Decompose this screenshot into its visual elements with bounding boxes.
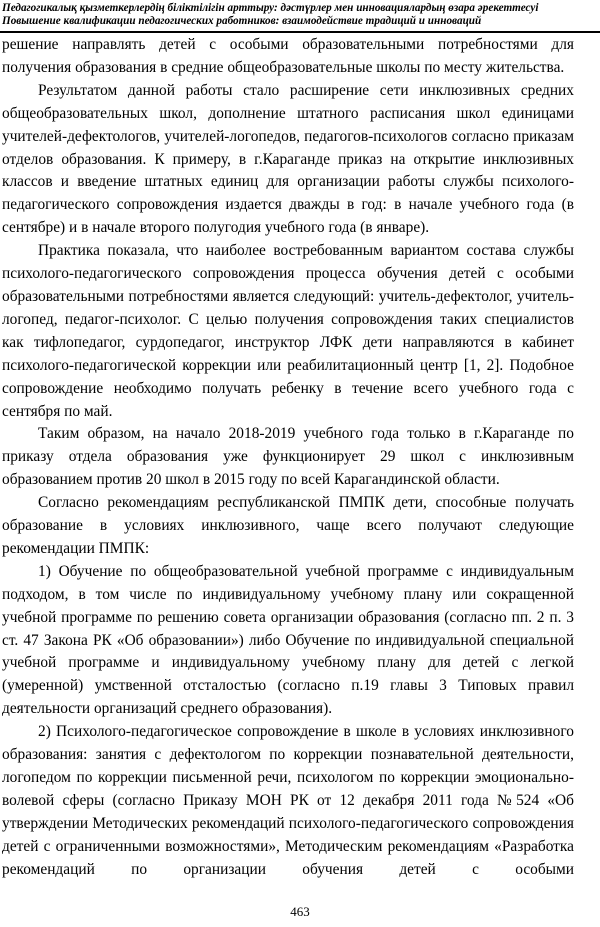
header-divider xyxy=(0,31,600,33)
paragraph-statistics: Таким образом, на начало 2018-2019 учебного года только в г.Караганде по приказу отдела образования уже функционирует 29 школ с инклюзивным образованием против 20 школ в 2015 году по всей Карагандинской области. xyxy=(2,425,574,489)
running-header xyxy=(0,2,600,28)
paragraph-recommendation-2: 2) Психолого-педагогическое сопровождение в школе в условиях инклюзивного образования: занятия с дефектологом по коррекции познавательной деятельности, логопедом по коррекции письменной речи, психологом по коррекции эмоционально-волевой сферы (согласно Приказу МОН РК от 12 декабря 2011 года №524 «Об утверждении Методических рекомендаций психолого-педагогического сопровождения детей с ограниченными возможностями», Методическим рекомендациям «Разработка рекомендаций по организации обучения детей с особыми xyxy=(2,723,574,878)
paragraph-recommendations-intro: Согласно рекомендациям республиканской ПМПК дети, способные получать образование в условиях инклюзивного, чаще всего получают следующие рекомендации ПМПК: xyxy=(2,494,574,557)
page-number: 463 xyxy=(290,904,310,919)
paragraph-continuation: решение направлять детей с особыми образовательными потребностями для получения образования в средние общеобразовательные школы по месту жительства. xyxy=(2,36,574,76)
paragraph-practice: Практика показала, что наиболее востребованным вариантом состава службы психолого-педагогического сопровождения процесса обучения детей с особыми образовательными потребностями является следующий: учитель-дефектолог, учитель-логопед, педагог-психолог. С целью получения сопровождения таких специалистов как тифлопедагог, сурдопедагог, инструктор ЛФК дети направляются в кабинет психолого-педагогической коррекции или реабилитационный центр [1, 2]. Подобное сопровождение необходимо получать ребенку в течение всего учебного года с сентября по май. xyxy=(2,242,574,420)
running-header-kazakh: Педагогикалық қызметкерлердің біліктілігін арттыру: дәстүрлер мен инновациялардың өзара әрекеттесуі xyxy=(2,2,539,14)
paragraph-recommendation-1: 1) Обучение по общеобразовательной учебной программе с индивидуальным подходом, в том числе по индивидуальному учебному плану или сокращенной учебной программе по решению совета организации образования (согласно пп. 2 п. 3 ст. 47 Закона РК «Об образовании») либо Обучение по индивидуальной специальной учебной программе и индивидуальному учебному плану для детей с легкой (умеренной) умственной отсталостью (согласно п.19 главы 3 Типовых правил деятельности организаций среднего образования). xyxy=(2,562,574,718)
running-header-russian: Повышение квалификации педагогических работников: взаимодействие традиций и инноваций xyxy=(2,15,482,27)
paragraph-results: Результатом данной работы стало расширение сети инклюзивных средних общеобразовательных школ, дополнение штатного расписания школ единицами учителей-дефектологов, учителей-логопедов, педагогов-психологов согласно приказам отделов образования. К примеру, в г.Караганде приказ на открытие инклюзивных классов и введение штатных единиц для организации работы службы психолого-педагогического сопровождения издается дважды в год: в начале учебного года (в сентябре) и в начале второго полугодия учебного года (в январе). xyxy=(2,81,574,237)
article-body xyxy=(2,34,574,882)
